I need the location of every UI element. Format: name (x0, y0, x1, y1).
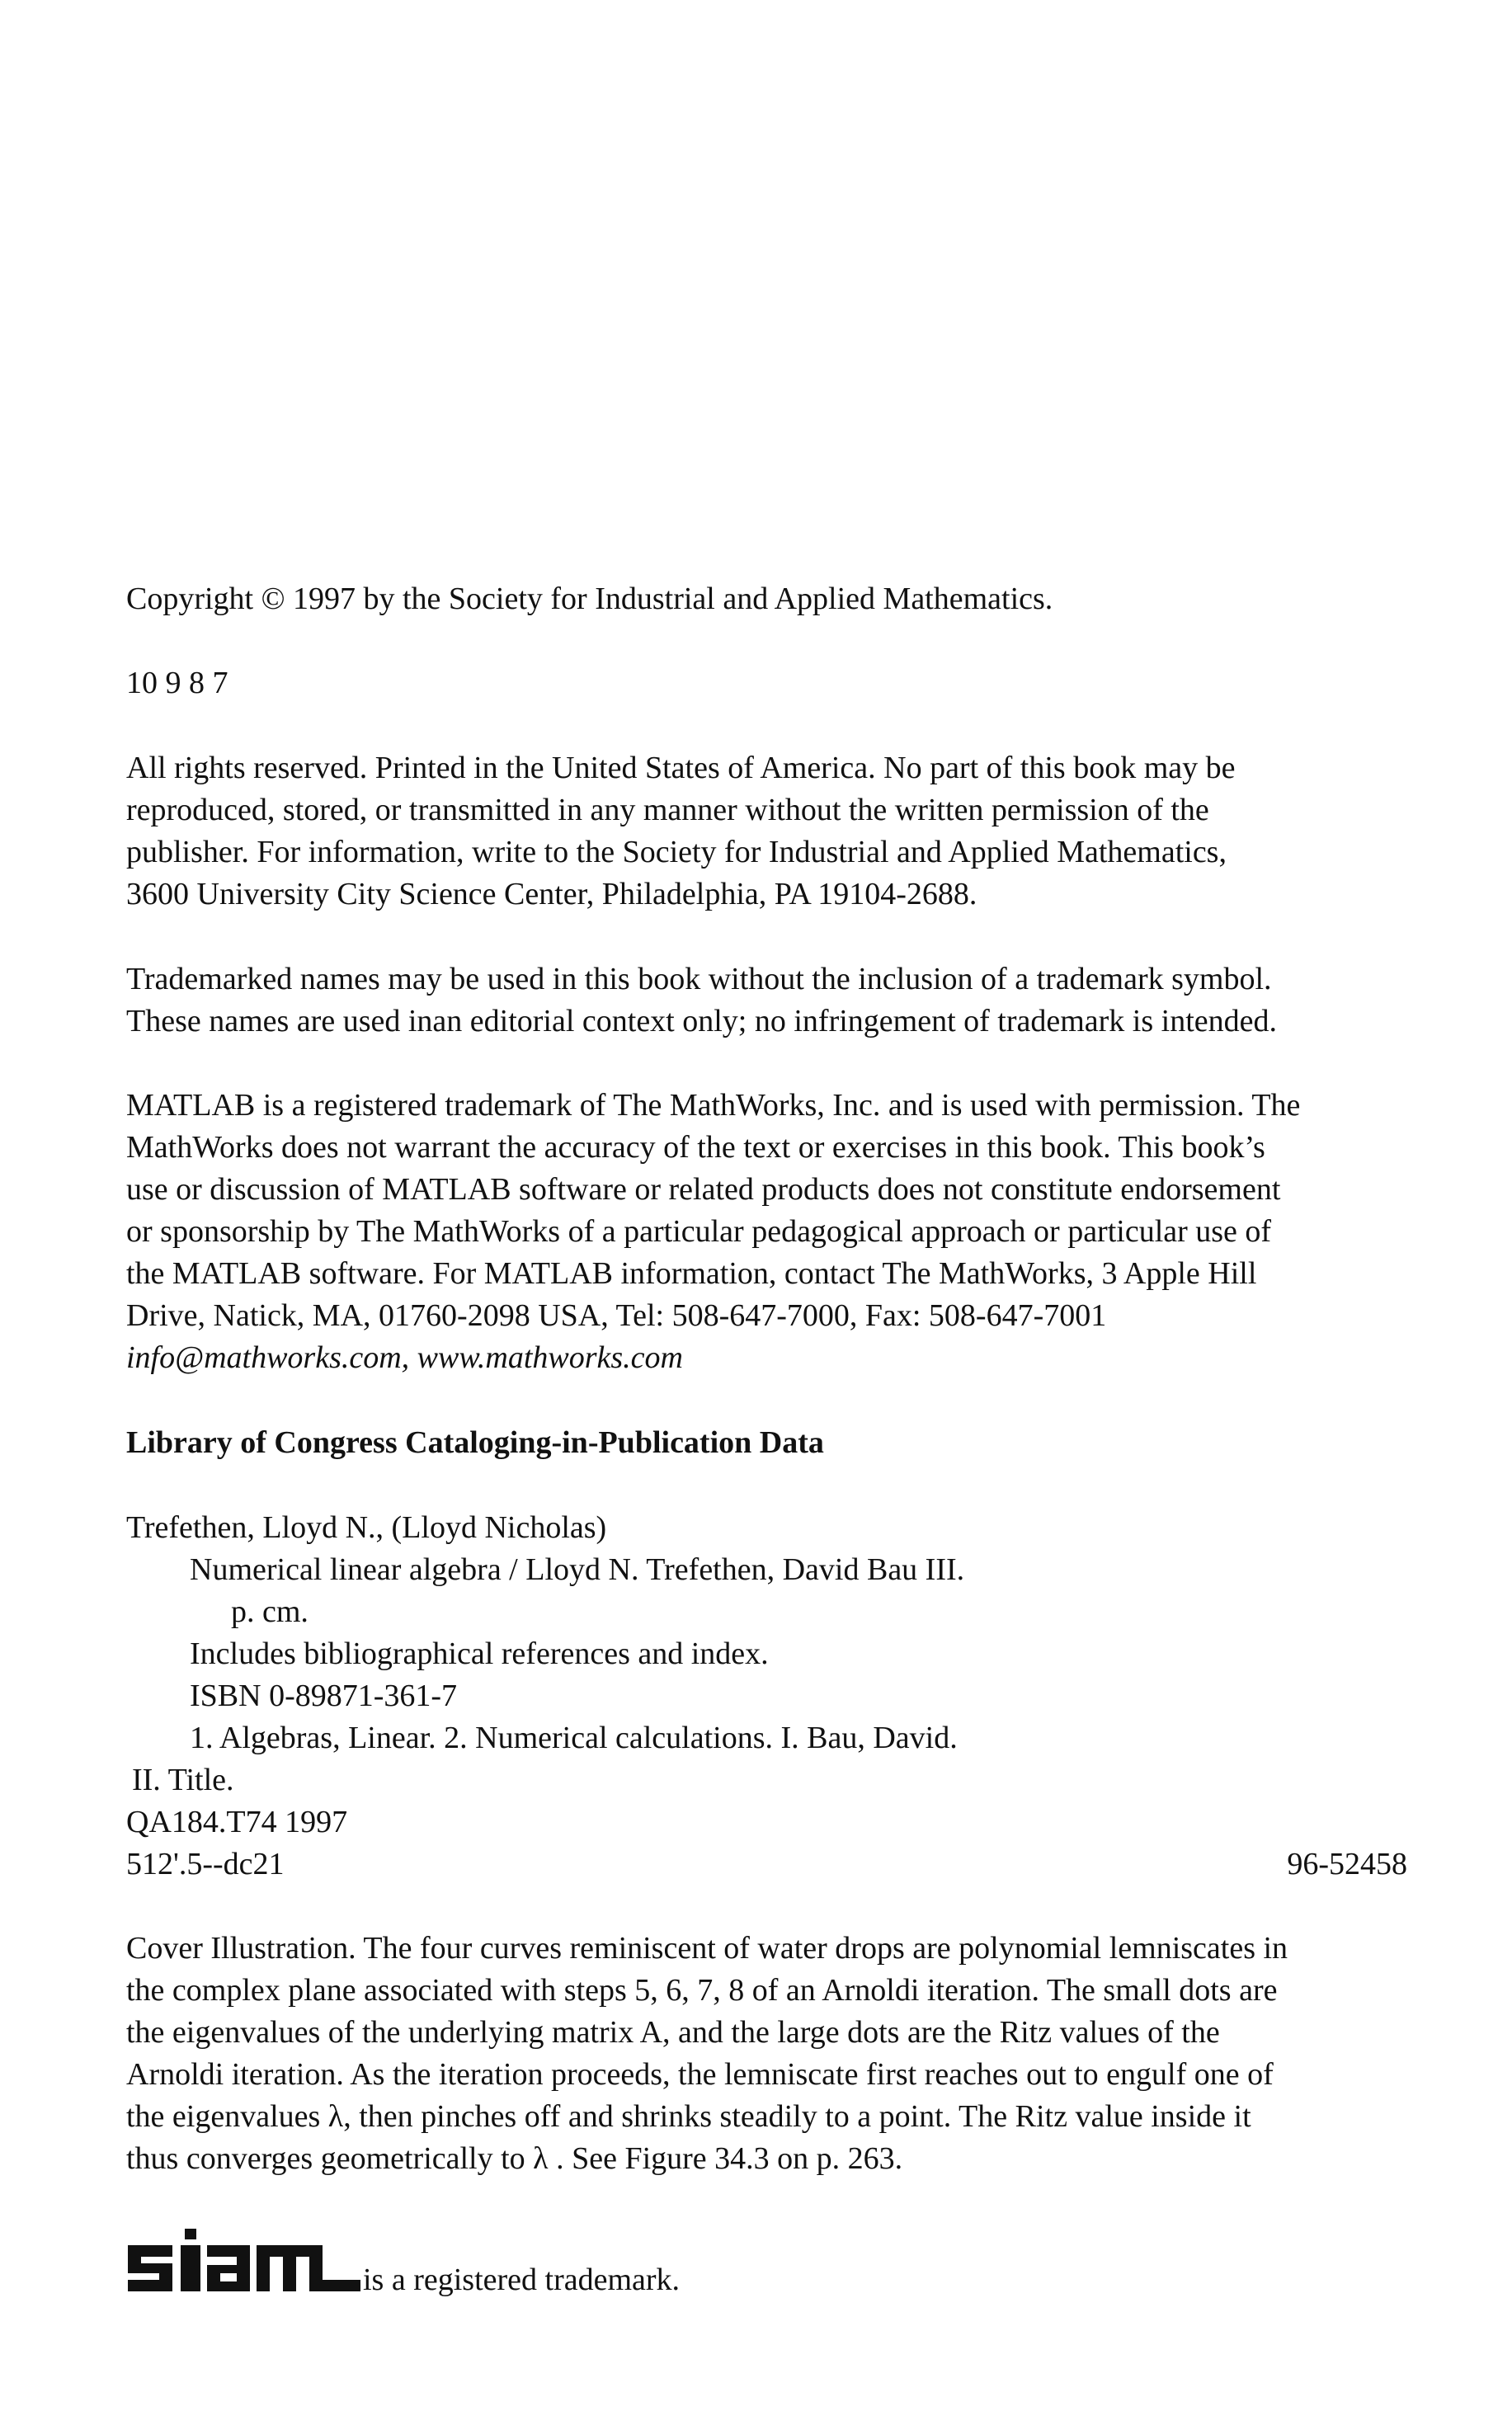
cover-line-1: Cover Illustration. The four curves reminiscent of water drops are polynomial lemniscates in (126, 1931, 1288, 1966)
cip-lccn: 96-52458 (1287, 1847, 1407, 1881)
rights-line-4: 3600 University City Science Center, Philadelphia, PA 19104-2688. (126, 877, 977, 911)
matlab-line-2: MathWorks does not warrant the accuracy of the text or exercises in this book. This book’s (126, 1130, 1265, 1165)
matlab-line-3: use or discussion of MATLAB software or related products does not constitute endorsement (126, 1172, 1281, 1207)
matlab-line-5: the MATLAB software. For MATLAB information, contact The MathWorks, 3 Apple Hill (126, 1256, 1257, 1291)
cover-line-2: the complex plane associated with steps 5, 6, 7, 8 of an Arnoldi iteration. The small dots are (126, 1973, 1278, 2008)
matlab-line-6: Drive, Natick, MA, 01760-2098 USA, Tel: 508-647-7000, Fax: 508-647-7001 (126, 1298, 1107, 1333)
cip-includes: Includes bibliographical references and index. (190, 1636, 769, 1671)
cip-pcm: p. cm. (231, 1594, 309, 1629)
cover-line-5: the eigenvalues λ, then pinches off and shrinks steadily to a point. The Ritz value inside it (126, 2099, 1251, 2134)
matlab-line-1: MATLAB is a registered trademark of The MathWorks, Inc. and is used with permission. The (126, 1088, 1301, 1123)
copyright-line: Copyright © 1997 by the Society for Industrial and Applied Mathematics. (126, 582, 1053, 616)
cip-isbn: ISBN 0-89871-361-7 (190, 1679, 458, 1713)
matlab-line-4: or sponsorship by The MathWorks of a particular pedagogical approach or particular use of (126, 1214, 1272, 1249)
trademark-line-1: Trademarked names may be used in this book without the inclusion of a trademark symbol. (126, 962, 1272, 996)
cover-line-4: Arnoldi iteration. As the iteration proceeds, the lemniscate first reaches out to engulf one of (126, 2057, 1274, 2092)
cip-dewey: 512'.5--dc21 (126, 1847, 285, 1881)
printing-numbers: 10 9 8 7 (126, 666, 228, 700)
logo-caption: is a registered trademark. (363, 2263, 681, 2297)
cip-title2: II. Title. (132, 1763, 234, 1797)
matlab-contact: info@mathworks.com, www.mathworks.com (126, 1340, 683, 1375)
cip-subjects: 1. Algebras, Linear. 2. Numerical calculations. I. Bau, David. (190, 1721, 958, 1755)
siam-logo (126, 2227, 365, 2301)
cover-line-6: thus converges geometrically to λ . See Figure 34.3 on p. 263. (126, 2141, 903, 2176)
trademark-line-2: These names are used inan editorial context only; no infringement of trademark is intended. (126, 1004, 1277, 1038)
rights-line-1: All rights reserved. Printed in the United States of America. No part of this book may be (126, 751, 1236, 785)
cip-author: Trefethen, Lloyd N., (Lloyd Nicholas) (126, 1510, 607, 1545)
cover-line-3: the eigenvalues of the underlying matrix A, and the large dots are the Ritz values of the (126, 2015, 1220, 2050)
cip-lc-class: QA184.T74 1997 (126, 1805, 348, 1839)
cip-title: Numerical linear algebra / Lloyd N. Trefethen, David Bau III. (190, 1552, 965, 1587)
rights-line-2: reproduced, stored, or transmitted in any manner without the written permission of the (126, 793, 1209, 827)
cip-heading: Library of Congress Cataloging-in-Publication Data (126, 1425, 824, 1460)
rights-line-3: publisher. For information, write to the Society for Industrial and Applied Mathematics, (126, 835, 1227, 869)
